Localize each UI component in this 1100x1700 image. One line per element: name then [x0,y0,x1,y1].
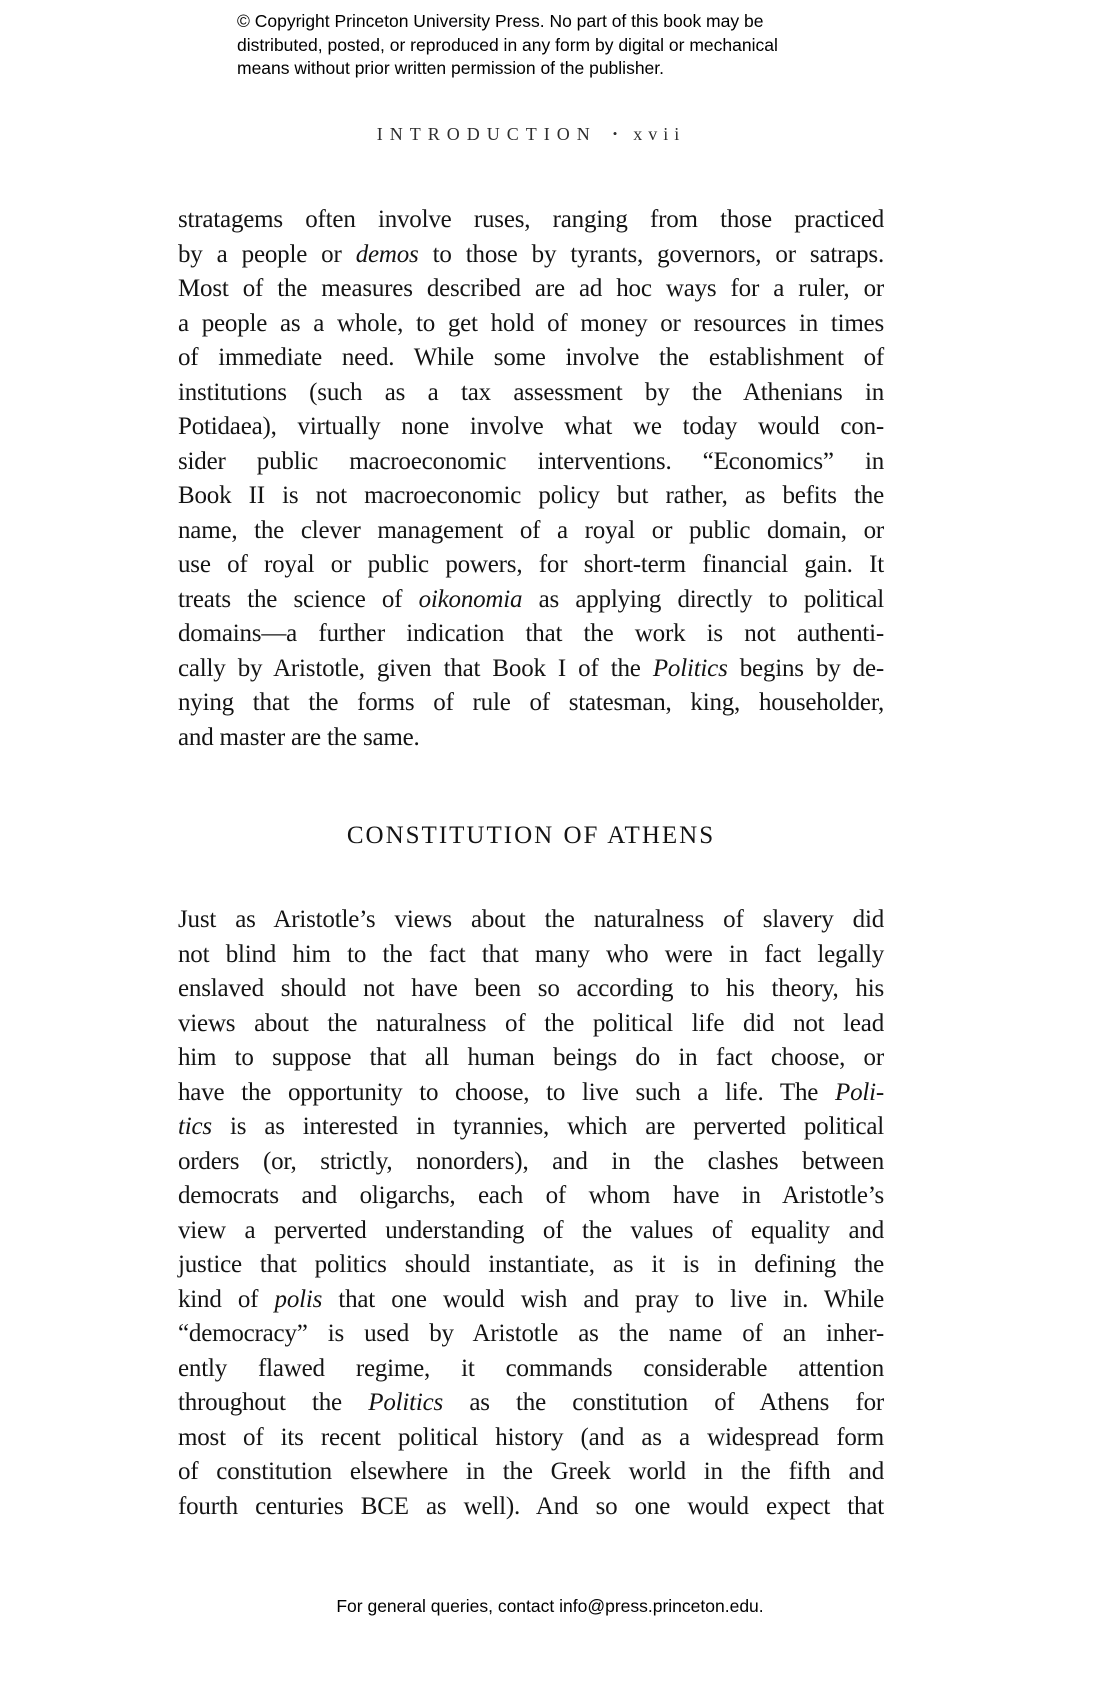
text-line: Potidaea), virtually none involve what we today would con- [178,413,884,440]
copyright-line-2: distributed, posted, or reproduced in any form by digital or mechanical [237,34,778,55]
text-line: domains—a further indication that the work is not authenti- [178,620,884,647]
text-line: him to suppose that all human beings do in fact choose, or [178,1044,884,1071]
text-line: of immediate need. While some involve the establishment of [178,344,884,371]
text-line: use of royal or public powers, for short-term financial gain. It [178,551,884,578]
text-line: enslaved should not have been so according to his theory, his [178,975,884,1002]
text-line: not blind him to the fact that many who were in fact legally [178,940,884,968]
text-line: tics is as interested in tyrannies, which are perverted political [178,1113,884,1140]
section-heading: CONSTITUTION OF ATHENS [346,822,716,849]
text-line: Just as Aristotle’s views about the naturalness of slavery did [178,906,884,933]
copyright-line-3: means without prior written permission of the publisher. [237,58,665,78]
text-line: nying that the forms of rule of statesman, king, householder, [178,689,884,716]
text-line: cally by Aristotle, given that Book I of the Politics begins by de- [178,654,884,682]
text-line: democrats and oligarchs, each of whom have in Aristotle’s [178,1182,884,1209]
text-line: stratagems often involve ruses, ranging from those practiced [178,206,884,233]
text-line: view a perverted understanding of the values of equality and [178,1216,884,1244]
text-line: ently flawed regime, it commands considerable attention [178,1354,884,1382]
text-line: of constitution elsewhere in the Greek world in the fifth and [178,1458,884,1485]
text-line: have the opportunity to choose, to live such a life. The Poli- [178,1078,884,1106]
text-line: fourth centuries BCE as well). And so one would expect that [178,1492,884,1520]
footer-contact: For general queries, contact info@press.princeton.edu. [336,1596,764,1616]
paragraph-1 [178,203,884,755]
page-number: xvii [633,124,686,144]
paragraph-2 [178,903,884,1524]
text-line: kind of polis that one would wish and pray to live in. While [178,1285,884,1313]
text-line: by a people or demos to those by tyrants, governors, or satraps. [178,240,885,268]
text-line: sider public macroeconomic interventions. “Economics” in [178,447,884,475]
text-line: most of its recent political history (and as a widespread form [178,1423,884,1451]
text-line: a people as a whole, to get hold of money or resources in times [178,309,884,337]
bullet-separator: • [612,126,618,141]
text-line: and master are the same. [178,723,420,751]
text-line: Most of the measures described are ad hoc ways for a ruler, or [178,275,884,302]
text-line: name, the clever management of a royal or public domain, or [178,516,884,544]
running-head [178,124,884,145]
copyright-notice [237,10,827,81]
chapter-title: INTRODUCTION [376,124,597,144]
text-line: justice that politics should instantiate, as it is in defining the [178,1251,884,1278]
text-line: treats the science of oikonomia as applying directly to political [178,585,884,613]
text-line: “democracy” is used by Aristotle as the name of an inher- [178,1320,884,1347]
text-line: views about the naturalness of the political life did not lead [178,1009,884,1037]
text-line: throughout the Politics as the constitution of Athens for [178,1389,885,1416]
text-line: Book II is not macroeconomic policy but rather, as befits the [178,482,884,509]
text-line: orders (or, strictly, nonorders), and in the clashes between [178,1147,884,1175]
copyright-line-1: © Copyright Princeton University Press. No part of this book may be [237,11,764,31]
text-line: institutions (such as a tax assessment by the Athenians in [178,378,884,406]
